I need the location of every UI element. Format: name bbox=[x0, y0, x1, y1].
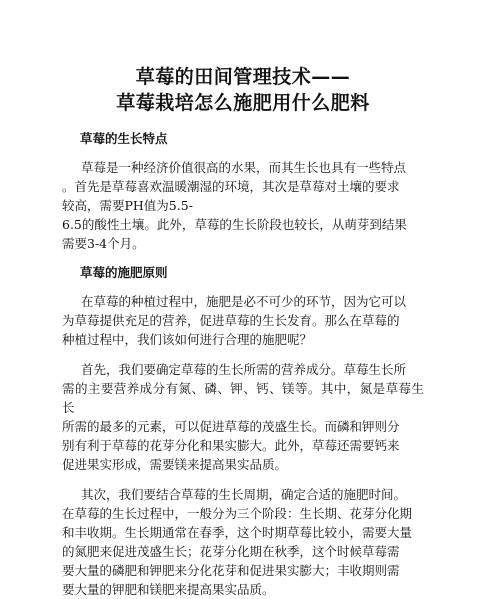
text-line: 在草莓的生长过程中，一般分为三个阶段：生长期、花芽分化期 bbox=[62, 506, 413, 521]
text-line: 要大量的磷肥和钾肥来分化花芽和促进果实膨大；丰收期则需 bbox=[62, 563, 400, 578]
text-line: 的氮肥来促进茂盛生长；花芽分化期在秋季，这个时候草莓需 bbox=[62, 544, 400, 559]
paragraph bbox=[62, 360, 424, 474]
text-line: 促进果实形成，需要镁来提高果实品质。 bbox=[62, 457, 288, 472]
section-heading: 草莓的生长特点 bbox=[80, 131, 168, 146]
text-line: 要大量的钾肥和镁肥来提高果实品质。 bbox=[62, 582, 275, 597]
text-line: 和丰收期。生长期通常在春季，这个时期草莓比较小，需要大量 bbox=[62, 525, 413, 540]
text-line: 草莓是一种经济价值很高的水果，而其生长也具有一些特点 bbox=[81, 160, 407, 175]
text-line: 其次，我们要结合草莓的生长周期，确定合适的施肥时间。 bbox=[81, 487, 407, 502]
page-title-line-1: 草莓的田间管理技术—— bbox=[135, 66, 351, 88]
text-line: 为草莓提供充足的营养，促进草莓的生长发育。那么在草莓的 bbox=[62, 313, 400, 328]
text-line: 首先，我们要确定草莓的生长所需的营养成分。草莓生长所 bbox=[81, 362, 407, 377]
text-line: 别有利于草莓的花芽分化和果实膨大。此外，草莓还需要钙来 bbox=[62, 438, 400, 453]
section-growth-characteristics bbox=[62, 130, 424, 253]
paragraph bbox=[62, 485, 424, 599]
text-line: 较高，需要PH值为5.5- bbox=[62, 198, 193, 213]
page-title-line-2: 草莓栽培怎么施肥用什么肥料 bbox=[116, 92, 370, 114]
text-line: 种植过程中，我们该如何进行合理的施肥呢？ bbox=[62, 332, 313, 347]
text-line: 在草莓的种植过程中，施肥是必不可少的环节，因为它可以 bbox=[81, 294, 407, 309]
text-line: 6.5的酸性土壤。此外，草莓的生长阶段也较长，从萌芽到结果 bbox=[62, 217, 407, 232]
title-block bbox=[62, 64, 424, 116]
text-line: 需的主要营养成分有氮、磷、钾、钙、镁等。其中，氮是草莓生长 bbox=[62, 381, 424, 415]
paragraph bbox=[62, 158, 424, 253]
text-line: 。首先是草莓喜欢温暖潮湿的环境，其次是草莓对土壤的要求 bbox=[62, 179, 400, 194]
section-fertilization-principles bbox=[62, 264, 424, 599]
text-line: 需要3-4个月。 bbox=[62, 236, 145, 251]
text-line: 所需的最多的元素，可以促进草莓的茂盛生长。而磷和钾则分 bbox=[62, 419, 400, 434]
paragraph bbox=[62, 292, 424, 349]
section-heading: 草莓的施肥原则 bbox=[80, 265, 168, 280]
